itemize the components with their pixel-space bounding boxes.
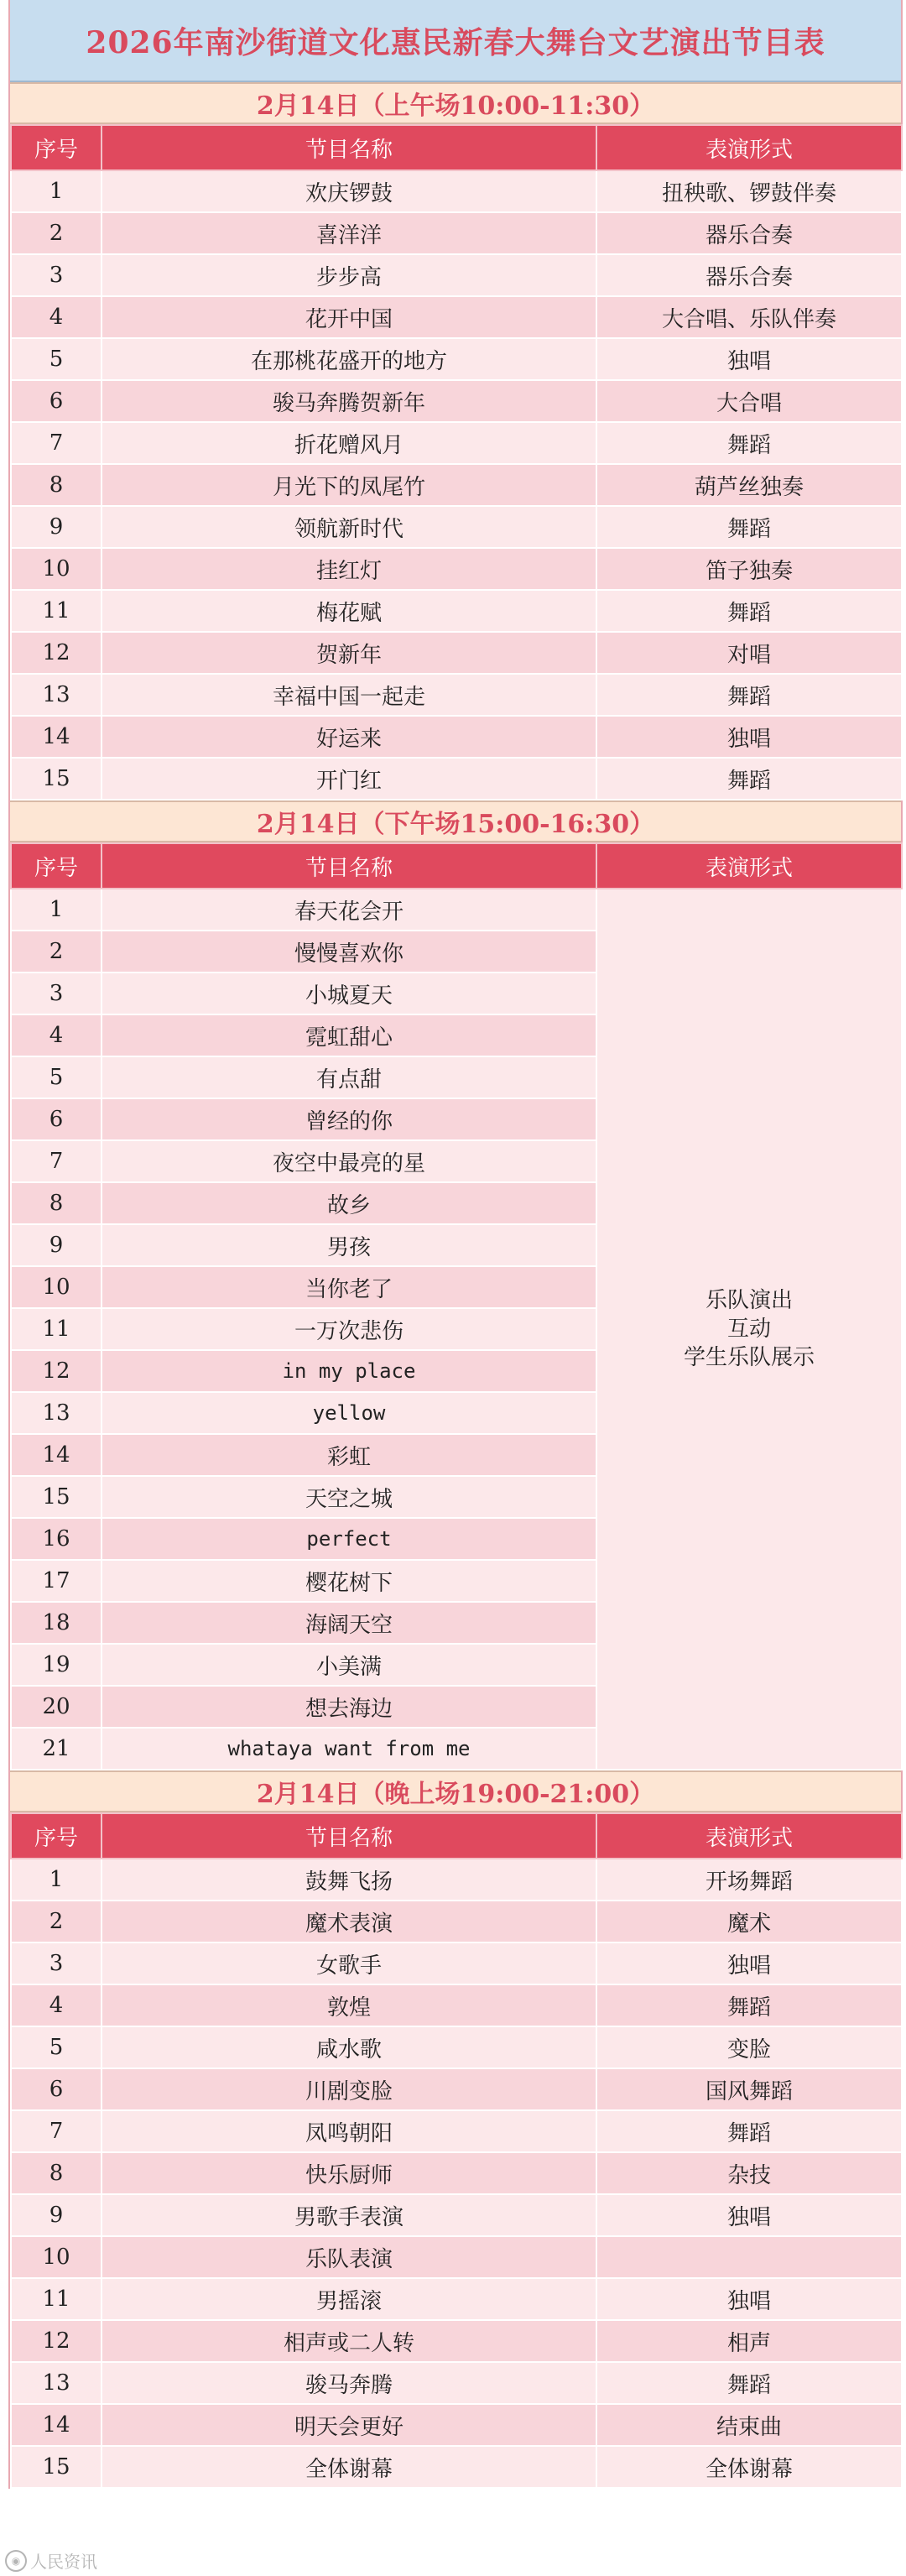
program-name: 曾经的你 bbox=[102, 1098, 596, 1140]
table-row bbox=[11, 1942, 902, 1984]
table-row bbox=[11, 296, 902, 338]
column-header-name: 节目名称 bbox=[102, 125, 596, 170]
table-body-morning bbox=[11, 170, 902, 800]
table-row bbox=[11, 674, 902, 716]
performance-form: 相声 bbox=[596, 2320, 902, 2362]
program-name: 明天会更好 bbox=[102, 2404, 596, 2446]
row-number: 1 bbox=[11, 1859, 102, 1901]
watermark bbox=[5, 2548, 97, 2573]
program-name: 相声或二人转 bbox=[102, 2320, 596, 2362]
performance-form: 舞蹈 bbox=[596, 422, 902, 464]
table-row bbox=[11, 632, 902, 674]
program-name: 慢慢喜欢你 bbox=[102, 931, 596, 973]
program-name: 男孩 bbox=[102, 1224, 596, 1266]
row-number: 13 bbox=[11, 2362, 102, 2404]
program-table-morning bbox=[10, 124, 903, 800]
performance-form: 舞蹈 bbox=[596, 590, 902, 632]
row-number: 10 bbox=[11, 548, 102, 590]
performance-form: 扭秧歌、锣鼓伴奏 bbox=[596, 170, 902, 212]
row-number: 2 bbox=[11, 1901, 102, 1942]
program-name: 樱花树下 bbox=[102, 1560, 596, 1602]
row-number: 12 bbox=[11, 1350, 102, 1392]
performance-form: 对唱 bbox=[596, 632, 902, 674]
column-header-form: 表演形式 bbox=[596, 125, 902, 170]
program-name: 挂红灯 bbox=[102, 548, 596, 590]
performance-form: 大合唱 bbox=[596, 380, 902, 422]
program-name: 男摇滚 bbox=[102, 2278, 596, 2320]
program-name: 领航新时代 bbox=[102, 506, 596, 548]
row-number: 4 bbox=[11, 296, 102, 338]
row-number: 14 bbox=[11, 2404, 102, 2446]
performance-form-merged bbox=[596, 889, 902, 1770]
performance-form: 魔术 bbox=[596, 1901, 902, 1942]
performance-form: 器乐合奏 bbox=[596, 212, 902, 254]
program-name: 当你老了 bbox=[102, 1266, 596, 1308]
row-number: 1 bbox=[11, 170, 102, 212]
performance-form: 独唱 bbox=[596, 338, 902, 380]
program-name: 故乡 bbox=[102, 1182, 596, 1224]
table-row bbox=[11, 2194, 902, 2236]
program-name: 川剧变脸 bbox=[102, 2068, 596, 2110]
program-name: 女歌手 bbox=[102, 1942, 596, 1984]
row-number: 8 bbox=[11, 2152, 102, 2194]
table-row bbox=[11, 2404, 902, 2446]
program-name: 有点甜 bbox=[102, 1056, 596, 1098]
performance-form-line: 乐队演出 bbox=[705, 1288, 793, 1313]
program-name: 春天花会开 bbox=[102, 889, 596, 931]
table-row bbox=[11, 212, 902, 254]
row-number: 19 bbox=[11, 1644, 102, 1686]
row-number: 15 bbox=[11, 2446, 102, 2488]
performance-form: 舞蹈 bbox=[596, 758, 902, 800]
row-number: 7 bbox=[11, 1140, 102, 1182]
program-name: 鼓舞飞扬 bbox=[102, 1859, 596, 1901]
program-name: 骏马奔腾 bbox=[102, 2362, 596, 2404]
row-number: 3 bbox=[11, 973, 102, 1014]
row-number: 3 bbox=[11, 1942, 102, 1984]
program-name: 夜空中最亮的星 bbox=[102, 1140, 596, 1182]
row-number: 14 bbox=[11, 716, 102, 758]
table-row bbox=[11, 1901, 902, 1942]
table-row bbox=[11, 506, 902, 548]
row-number: 9 bbox=[11, 506, 102, 548]
performance-form: 独唱 bbox=[596, 2194, 902, 2236]
table-body-evening bbox=[11, 1859, 902, 2488]
table-row bbox=[11, 2446, 902, 2488]
performance-form: 舞蹈 bbox=[596, 1984, 902, 2026]
program-name: 欢庆锣鼓 bbox=[102, 170, 596, 212]
row-number: 8 bbox=[11, 1182, 102, 1224]
row-number: 6 bbox=[11, 1098, 102, 1140]
performance-form: 国风舞蹈 bbox=[596, 2068, 902, 2110]
table-row bbox=[11, 2026, 902, 2068]
program-name: 开门红 bbox=[102, 758, 596, 800]
watermark-logo-icon: ◉ bbox=[5, 2550, 27, 2572]
section-title-afternoon: 2月14日（下午场15:00-16:30） bbox=[10, 800, 901, 842]
row-number: 2 bbox=[11, 931, 102, 973]
watermark-text: 人民资讯 bbox=[30, 2552, 97, 2572]
performance-form: 结束曲 bbox=[596, 2404, 902, 2446]
table-row bbox=[11, 422, 902, 464]
program-name: 咸水歌 bbox=[102, 2026, 596, 2068]
table-header-row bbox=[11, 1813, 902, 1859]
program-name: 全体谢幕 bbox=[102, 2446, 596, 2488]
row-number: 8 bbox=[11, 464, 102, 506]
performance-form: 笛子独奏 bbox=[596, 548, 902, 590]
table-row bbox=[11, 170, 902, 212]
table-row bbox=[11, 254, 902, 296]
table-row bbox=[11, 2278, 902, 2320]
program-name: 骏马奔腾贺新年 bbox=[102, 380, 596, 422]
row-number: 20 bbox=[11, 1686, 102, 1728]
performance-form: 舞蹈 bbox=[596, 674, 902, 716]
table-row bbox=[11, 2320, 902, 2362]
program-table-evening bbox=[10, 1812, 903, 2489]
row-number: 4 bbox=[11, 1014, 102, 1056]
program-name: 想去海边 bbox=[102, 1686, 596, 1728]
column-header-no: 序号 bbox=[11, 843, 102, 889]
row-number: 12 bbox=[11, 632, 102, 674]
performance-form: 变脸 bbox=[596, 2026, 902, 2068]
program-name: 快乐厨师 bbox=[102, 2152, 596, 2194]
row-number: 2 bbox=[11, 212, 102, 254]
program-name: 敦煌 bbox=[102, 1984, 596, 2026]
section-title-morning: 2月14日（上午场10:00-11:30） bbox=[10, 82, 901, 124]
table-row bbox=[11, 2068, 902, 2110]
table-row bbox=[11, 1984, 902, 2026]
table-row bbox=[11, 2110, 902, 2152]
table-row bbox=[11, 889, 902, 931]
row-number: 14 bbox=[11, 1434, 102, 1476]
program-name: 好运来 bbox=[102, 716, 596, 758]
program-name: 男歌手表演 bbox=[102, 2194, 596, 2236]
performance-form: 大合唱、乐队伴奏 bbox=[596, 296, 902, 338]
program-name: 幸福中国一起走 bbox=[102, 674, 596, 716]
performance-form: 舞蹈 bbox=[596, 506, 902, 548]
row-number: 9 bbox=[11, 2194, 102, 2236]
table-row bbox=[11, 2236, 902, 2278]
table-row bbox=[11, 2362, 902, 2404]
program-name: 天空之城 bbox=[102, 1476, 596, 1518]
column-header-form: 表演形式 bbox=[596, 1813, 902, 1859]
row-number: 17 bbox=[11, 1560, 102, 1602]
performance-form: 葫芦丝独奏 bbox=[596, 464, 902, 506]
performance-form: 独唱 bbox=[596, 1942, 902, 1984]
program-name: 乐队表演 bbox=[102, 2236, 596, 2278]
column-header-name: 节目名称 bbox=[102, 843, 596, 889]
program-name: 喜洋洋 bbox=[102, 212, 596, 254]
performance-form: 全体谢幕 bbox=[596, 2446, 902, 2488]
column-header-no: 序号 bbox=[11, 125, 102, 170]
table-body-afternoon bbox=[11, 889, 902, 1770]
row-number: 4 bbox=[11, 1984, 102, 2026]
program-name: 凤鸣朝阳 bbox=[102, 2110, 596, 2152]
row-number: 6 bbox=[11, 2068, 102, 2110]
performance-form bbox=[596, 2236, 902, 2278]
program-name: 彩虹 bbox=[102, 1434, 596, 1476]
row-number: 13 bbox=[11, 674, 102, 716]
program-name: 魔术表演 bbox=[102, 1901, 596, 1942]
column-header-no: 序号 bbox=[11, 1813, 102, 1859]
row-number: 7 bbox=[11, 422, 102, 464]
table-row bbox=[11, 380, 902, 422]
table-row bbox=[11, 1859, 902, 1901]
table-row bbox=[11, 338, 902, 380]
row-number: 15 bbox=[11, 758, 102, 800]
row-number: 7 bbox=[11, 2110, 102, 2152]
program-name: 海阔天空 bbox=[102, 1602, 596, 1644]
row-number: 10 bbox=[11, 1266, 102, 1308]
program-name: whataya want from me bbox=[102, 1728, 596, 1770]
program-name: yellow bbox=[102, 1392, 596, 1434]
section-title-evening: 2月14日（晚上场19:00-21:00） bbox=[10, 1770, 901, 1812]
performance-form: 开场舞蹈 bbox=[596, 1859, 902, 1901]
column-header-form: 表演形式 bbox=[596, 843, 902, 889]
program-name: 梅花赋 bbox=[102, 590, 596, 632]
performance-form: 舞蹈 bbox=[596, 2362, 902, 2404]
row-number: 16 bbox=[11, 1518, 102, 1560]
table-header-row bbox=[11, 843, 902, 889]
row-number: 12 bbox=[11, 2320, 102, 2362]
column-header-name: 节目名称 bbox=[102, 1813, 596, 1859]
program-name: 月光下的凤尾竹 bbox=[102, 464, 596, 506]
program-name: 在那桃花盛开的地方 bbox=[102, 338, 596, 380]
row-number: 11 bbox=[11, 1308, 102, 1350]
program-name: 折花赠风月 bbox=[102, 422, 596, 464]
performance-form: 独唱 bbox=[596, 716, 902, 758]
performance-form-line: 互动 bbox=[726, 1317, 771, 1342]
program-name: perfect bbox=[102, 1518, 596, 1560]
row-number: 9 bbox=[11, 1224, 102, 1266]
performance-form: 杂技 bbox=[596, 2152, 902, 2194]
page-title: 2026年南沙街道文化惠民新春大舞台文艺演出节目表 bbox=[10, 0, 901, 82]
performance-form-line: 学生乐队展示 bbox=[683, 1345, 815, 1370]
program-name: 步步高 bbox=[102, 254, 596, 296]
row-number: 11 bbox=[11, 590, 102, 632]
table-row bbox=[11, 464, 902, 506]
row-number: 5 bbox=[11, 1056, 102, 1098]
row-number: 11 bbox=[11, 2278, 102, 2320]
table-row bbox=[11, 2152, 902, 2194]
performance-form: 器乐合奏 bbox=[596, 254, 902, 296]
table-row bbox=[11, 548, 902, 590]
row-number: 3 bbox=[11, 254, 102, 296]
row-number: 10 bbox=[11, 2236, 102, 2278]
row-number: 6 bbox=[11, 380, 102, 422]
row-number: 15 bbox=[11, 1476, 102, 1518]
table-header-row bbox=[11, 125, 902, 170]
table-row bbox=[11, 758, 902, 800]
performance-form: 独唱 bbox=[596, 2278, 902, 2320]
program-table-afternoon bbox=[10, 842, 903, 1770]
program-name: 霓虹甜心 bbox=[102, 1014, 596, 1056]
row-number: 18 bbox=[11, 1602, 102, 1644]
program-name: in my place bbox=[102, 1350, 596, 1392]
row-number: 5 bbox=[11, 2026, 102, 2068]
program-name: 贺新年 bbox=[102, 632, 596, 674]
program-name: 一万次悲伤 bbox=[102, 1308, 596, 1350]
row-number: 1 bbox=[11, 889, 102, 931]
table-row bbox=[11, 590, 902, 632]
program-name: 小城夏天 bbox=[102, 973, 596, 1014]
table-row bbox=[11, 716, 902, 758]
row-number: 21 bbox=[11, 1728, 102, 1770]
performance-form: 舞蹈 bbox=[596, 2110, 902, 2152]
program-name: 花开中国 bbox=[102, 296, 596, 338]
row-number: 13 bbox=[11, 1392, 102, 1434]
program-name: 小美满 bbox=[102, 1644, 596, 1686]
row-number: 5 bbox=[11, 338, 102, 380]
program-schedule bbox=[8, 0, 903, 2489]
